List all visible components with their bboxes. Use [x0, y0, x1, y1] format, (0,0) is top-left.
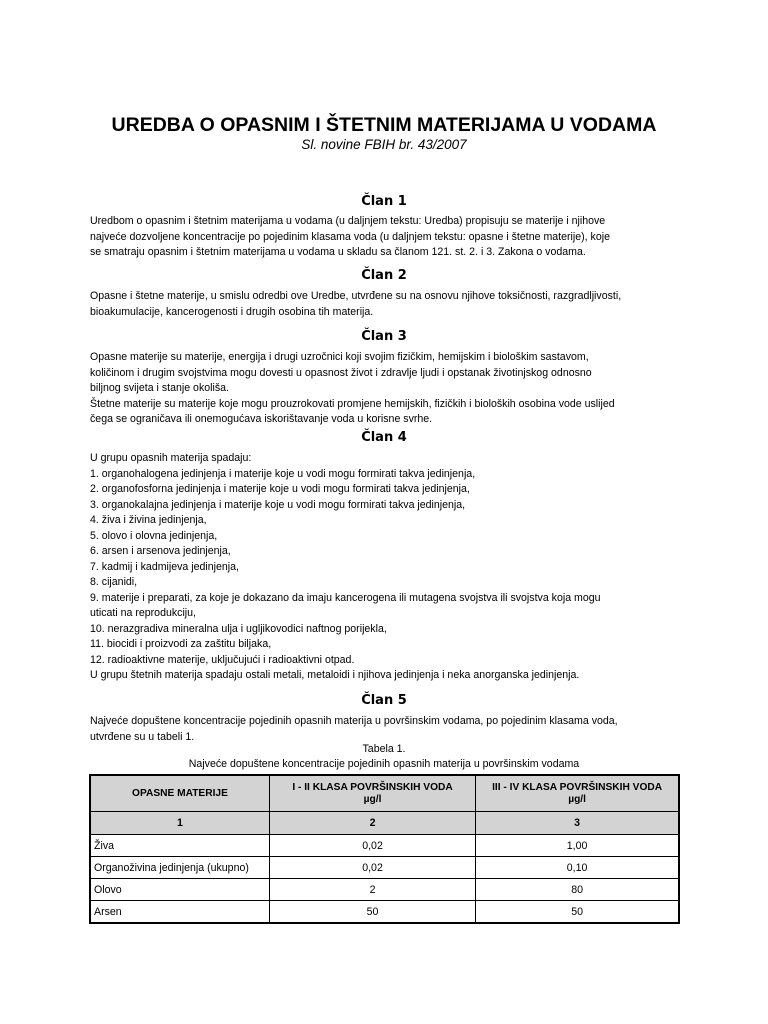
article-body-2 — [90, 289, 690, 320]
column-number-cell: 3 — [476, 812, 679, 835]
text-line: U grupu štetnih materija spadaju ostali metali, metaloidi i njihova jedinjenja i neka anorganska jedinjenja. — [90, 669, 580, 681]
table-row — [90, 901, 679, 924]
text-line: najveće dozvoljene koncentracije po pojedinim klasama voda (u daljnjem tekstu: opasne i štetne materije), koje — [90, 230, 610, 243]
list-item: 8. cijanidi, — [90, 576, 138, 588]
table-cell-value: 2 — [269, 879, 475, 901]
text-line: Uredbom o opasnim i štetnim materijama u vodama (u daljnjem tekstu: Uredba) propisuju se materije i njihove — [90, 215, 606, 227]
table-row — [90, 835, 679, 857]
table-cell-value: 0,10 — [476, 857, 679, 879]
article-heading-1: Član 1 — [361, 194, 407, 209]
article-heading-3: Član 3 — [361, 329, 407, 344]
column-number-cell: 1 — [90, 812, 269, 835]
table-header-cell — [476, 775, 679, 812]
text-line: Opasne materije su materije, energija i drugi uzročnici koji svojim fizičkim, hemijskim i biološkim sastavom, — [90, 351, 589, 363]
document-subtitle: Sl. novine FBIH br. 43/2007 — [301, 137, 467, 152]
table-header-cell — [269, 775, 475, 812]
header-text: III - IV KLASA POVRŠINSKIH VODA — [492, 781, 663, 793]
article-body-1 — [90, 214, 690, 261]
header-unit: µg/l — [568, 793, 586, 805]
text-line: utvrđene su u tabeli 1. — [90, 730, 195, 743]
table-cell-value: 50 — [269, 901, 475, 924]
text-line: U grupu opasnih materija spadaju: — [90, 452, 252, 464]
list-item: 7. kadmij i kadmijeva jedinjenja, — [90, 560, 239, 573]
table-caption: Najveće dopuštene koncentracije pojedinih opasnih materija u površinskim vodama — [188, 758, 580, 770]
table-header-cell — [90, 775, 269, 812]
table-cell-value: 50 — [476, 901, 679, 924]
text-line: biljnog svijeta i stanje okoliša. — [90, 382, 229, 394]
article-body-5 — [90, 714, 690, 745]
list-item-continuation: uticati na reprodukciju, — [90, 607, 196, 619]
list-item: 9. materije i preparati, za koje je dokazano da imaju kancerogena ili mutagena svojstva ili svojstva koja mogu — [90, 591, 601, 604]
list-item: 12. radioaktivne materije, uključujući i radioaktivni otpad. — [90, 653, 355, 666]
table-column-number-row — [90, 812, 679, 835]
text-line: se smatraju opasnim i štetnim materijama u vodama u skladu sa članom 121. st. 2. i 3. Zakona o vodama. — [90, 246, 586, 258]
text-line: Opasne i štetne materije, u smislu odredbi ove Uredbe, utvrđene su na osnovu njihove toksičnosti, razgradljivosti, — [90, 290, 622, 302]
article-heading-2: Član 2 — [361, 268, 407, 283]
article-heading-5: Član 5 — [361, 693, 407, 708]
table-cell-value: 80 — [476, 879, 679, 901]
header-text: OPASNE MATERIJE — [132, 787, 228, 799]
table-row — [90, 879, 679, 901]
list-item: 2. organofosforna jedinjenja i materije koje u vodi mogu formirati takva jedinjenja, — [90, 483, 470, 495]
list-item: 6. arsen i arsenova jedinjenja, — [90, 545, 231, 557]
table-cell-substance: Arsen — [90, 901, 269, 924]
table-row — [90, 857, 679, 879]
table-cell-value: 0,02 — [269, 835, 475, 857]
article-body-3 — [90, 350, 690, 428]
table-cell-substance: Živa — [90, 835, 269, 857]
header-text: I - II KLASA POVRŠINSKIH VODA — [292, 781, 453, 793]
table-cell-substance: Olovo — [90, 879, 269, 901]
table-cell-value: 1,00 — [476, 835, 679, 857]
document-title: UREDBA O OPASNIM I ŠTETNIM MATERIJAMA U VODAMA — [111, 114, 657, 136]
text-line: Štetne materije su materije koje mogu prouzrokovati promjene hemijskih, fizičkih i bioloških osobina vode uslijed — [90, 397, 615, 410]
list-item: 11. biocidi i proizvodi za zaštitu biljaka, — [90, 638, 272, 650]
table-label: Tabela 1. — [362, 743, 406, 755]
header-unit: µg/l — [363, 793, 382, 805]
table-cell-value: 0,02 — [269, 857, 475, 879]
text-line: bioakumulacije, kancerogenosti i drugih osobina tih materija. — [90, 305, 374, 318]
concentration-table — [89, 774, 680, 924]
list-item: 4. živa i živina jedinjenja, — [90, 514, 207, 526]
text-line: Najveće dopuštene koncentracije pojedinih opasnih materija u površinskim vodama, po pojedinim klasama voda, — [90, 715, 618, 727]
list-item: 3. organokalajna jedinjenja i materije koje u vodi mogu formirati takva jedinjenja, — [90, 498, 466, 511]
list-item: 1. organohalogena jedinjenja i materije koje u vodi mogu formirati takva jedinjenja, — [90, 467, 476, 480]
text-line: čega se ograničava ili onemogućava iskorištavanje voda u korisne svrhe. — [90, 413, 433, 425]
list-item: 10. nerazgradiva mineralna ulja i ugljikovodici naftnog porijekla, — [90, 622, 387, 635]
list-item: 5. olovo i olovna jedinjenja, — [90, 529, 218, 542]
text-line: količinom i drugim svojstvima mogu dovesti u opasnost život i zdravlje ljudi i opstanak životinjskog odnosno — [90, 366, 592, 379]
table-header-row — [90, 775, 679, 812]
article-heading-4: Član 4 — [361, 430, 407, 445]
column-number-cell: 2 — [269, 812, 475, 835]
article-body-4 — [90, 451, 690, 684]
table-cell-substance: Organoživina jedinjenja (ukupno) — [90, 857, 269, 879]
